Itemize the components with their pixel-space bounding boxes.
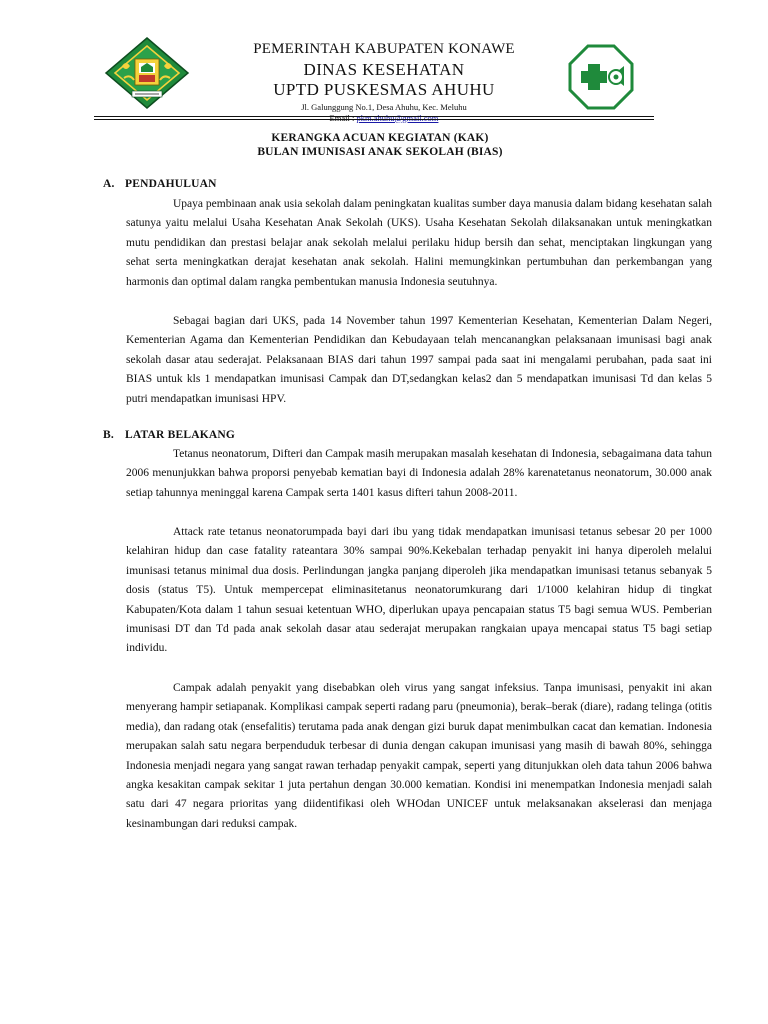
letterhead-divider-thin	[94, 119, 654, 120]
paragraph: Upaya pembinaan anak usia sekolah dalam peningkatan kualitas sumber daya manusia dalam bidang kesehatan salah satunya yaitu melalui Usaha Kesehatan Anak Sekolah (UKS). Usaha Kesehatan Sekolah dilaksanakan untuk meningkatkan mutu pendidikan dan prestasi belajar anak sekolah melalui perilaku hidup bersih dan sehat, menciptakan lingkungan yang sehat serta meningkatkan derajat kesehatan anak sekolah. Halini memungkinkan pertumbuhan dan perkembangan yang harmonis dan optimal dalam rangka pembentukan manusia Indonesia seutuhnya.	[126, 198, 712, 288]
email-link[interactable]: pkm.ahuhu@gmail.com	[356, 112, 439, 123]
section-title: PENDAHULUAN	[125, 178, 217, 190]
section-title: LATAR BELAKANG	[125, 429, 236, 441]
paragraph: Campak adalah penyakit yang disebabkan oleh virus yang sangat infeksius. Tanpa imunisasi, penyakit ini akan menyerang hampir setiapanak. Komplikasi campak seperti radang paru (pneumonia), berak–berak (diare), radang telinga (otitis media), dan radang otak (ensefalitis) terutama pada anak dengan gizi buruk dapat menimbulkan cacat dan kematian. Indonesia merupakan salah satu negara berpenduduk terbesar di dunia dengan cakupan imunisasi yang masih di bawah 80%, sehingga Indonesia menjadi negara yang sangat rawan terhadap penyakit campak, seperti yang ditunjukkan oleh data tahun 2006 bahwa angka kesakitan campak sekitar 1 juta pertahun dengan 30.000 kematian. Kondisi ini menempatkan Indonesia menjadi salah satu dari 47 negara prioritas yang diidentifikasi oleh WHOdan UNICEF untuk melaksanakan akselerasi dan menjaga kesinambungan dari reduksi campak.	[126, 682, 712, 830]
paragraph: Sebagai bagian dari UKS, pada 14 November tahun 1997 Kementerian Kesehatan, Kementerian Dalam Negeri, Kementerian Agama dan Kementerian Pendidikan dan Kebudayaan telah mencanangkan pelaksanaan imunisasi bagi anak sekolah dasar atau sederajat. Pelaksanaan BIAS dari tahun 1997 sampai pada saat ini mengalami perubahan, pada saat ini BIAS untuk kls 1 mendapatkan imunisasi Campak dan DT,sedangkan kelas2 dan 5 mendapatkan imunisasi Td dan kelas 5 putri mendapatkan imunisasi HPV.	[126, 315, 712, 405]
letterhead-agency: DINAS KESEHATAN	[303, 60, 465, 79]
letterhead-address: Jl. Galunggung No.1, Desa Ahuhu, Kec. Meluhu	[301, 102, 467, 112]
section-letter: B.	[103, 429, 114, 441]
email-label: Email :	[329, 112, 357, 123]
puskesmas-cross-logo-icon	[568, 44, 634, 110]
kabupaten-konawe-emblem-icon	[104, 36, 190, 110]
document-title	[100, 131, 660, 159]
section-heading-latar-belakang	[103, 429, 235, 441]
letterhead-email-line	[200, 114, 568, 123]
document-title-line1: KERANGKA ACUAN KEGIATAN (KAK)	[271, 132, 489, 144]
letterhead-unit: UPTD PUSKESMAS AHUHU	[273, 80, 495, 99]
letterhead-government: PEMERINTAH KABUPATEN KONAWE	[253, 41, 515, 57]
letterhead-divider-thick	[94, 116, 654, 117]
section-heading-pendahuluan	[103, 178, 217, 190]
section-letter: A.	[103, 178, 115, 190]
document-title-line2: BULAN IMUNISASI ANAK SEKOLAH (BIAS)	[257, 146, 503, 158]
paragraph: Tetanus neonatorum, Difteri dan Campak masih merupakan masalah kesehatan di Indonesia, sebagaimana data tahun 2006 menunjukkan bahwa proporsi penyebab kematian bayi di Indonesia adalah 28% karenatetanus neonatorum, 30.000 anak setiap tahunnya meninggal karena Campak serta 1401 kasus difteri tahun 2008-2011.	[126, 448, 712, 499]
paragraph: Attack rate tetanus neonatorumpada bayi dari ibu yang tidak mendapatkan imunisasi tetanus sebesar 20 per 1000 kelahiran hidup dan case fatality rateantara 30% sampai 90%.Kekebalan terhadap penyakit ini hanya diperoleh melalui imunisasi tetanus minimal dua dosis. Perlindungan jangka panjang diperoleh jika mendapatkan imunisasi tetanus sebanyak 5 dosis (status T5). Untuk mempercepat eliminasitetanus neonatorumkurang dari 1/1000 kelahiran hidup di tingkat Kabupaten/Kota dalam 1 tahun sesuai ketentuan WHO, diperlukan upaya pencapaian status T5 bagi semua WUS. Pemberian imunisasi DT dan Td pada anak sekolah dasar atau sederajat merupakan rangkaian upaya mencapai status T5 bagi setiap individu.	[126, 526, 712, 655]
letterhead	[200, 40, 568, 122]
